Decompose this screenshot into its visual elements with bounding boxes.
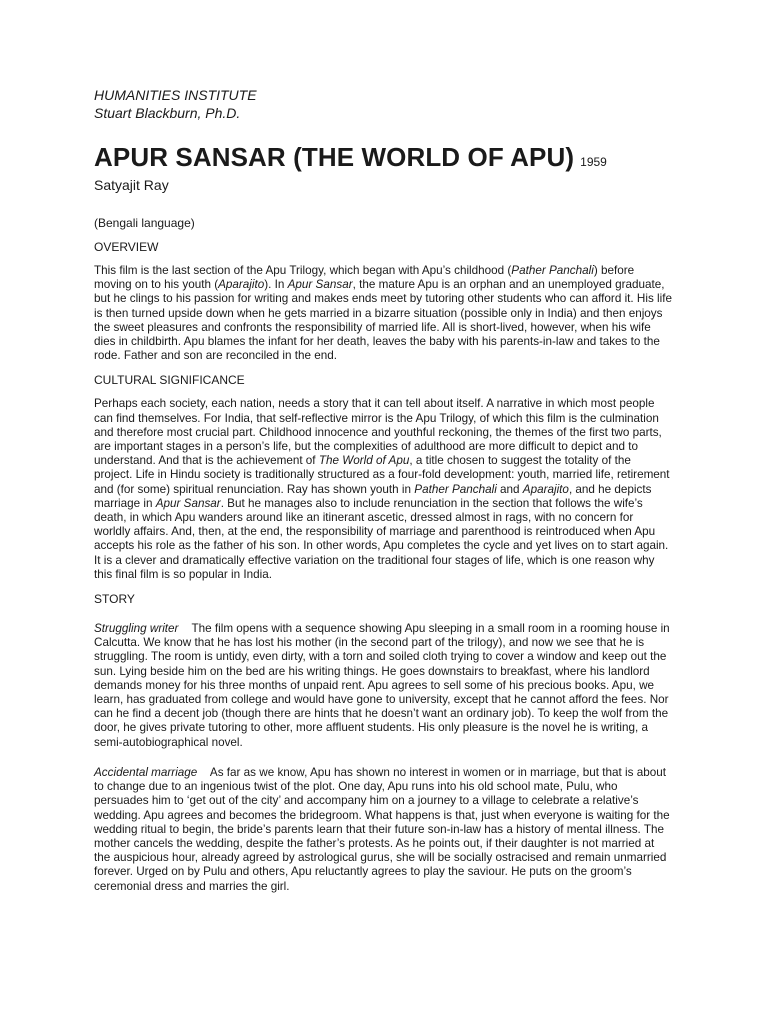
institute-name: HUMANITIES INSTITUTE	[94, 87, 257, 103]
paragraph-text: , the mature Apu is an orphan and an unemployed graduate, but he clings to his passion for writing and makes ends meet by tutoring other students who can afford it. His life is then turned upside down when he gets married in a bizarre situation (possible only in India) and then enjoys the sweet pleasures and confronts the responsibility of married life. All is short-lived, however, when his wife dies in childbirth. Apu blames the infant for her death, leaves the baby with his parents-in-law and takes to the rode. Father and son are reconciled in the end.	[94, 278, 672, 363]
italic-title-text: Apur Sansar	[155, 496, 221, 510]
author-name: Stuart Blackburn, Ph.D.	[94, 105, 241, 121]
paragraph-text: , and he depicts marriage in	[94, 482, 652, 510]
italic-title-text: Pather Panchali	[511, 264, 594, 277]
overview-paragraph	[94, 264, 672, 363]
film-year: 1959	[580, 155, 607, 169]
paragraph-text: , a title chosen to suggest the totality of the project. Life in Hindu society is traditionally structured as a four-fold development: youth, married life, retirement and (for some) spiritual renunciation. Ray has shown youth in	[94, 454, 670, 496]
director-name: Satyajit Ray	[94, 177, 169, 193]
document-page	[94, 86, 672, 904]
paragraph-text: ) before moving on to his youth (	[94, 264, 635, 292]
story-body: The film opens with a sequence showing Apu sleeping in a small room in a rooming house in Calcutta. We know that he has lost his mother (in the second part of the trilogy), and now we see that he is struggling. The room is untidy, even dirty, with a torn and soiled cloth trying to cover a window and keep out the sun. Lying beside him on the bed are his writing things. He goes downstairs to breakfast, where his landlord demands money for his three months of unpaid rent. Apu agrees to sell some of his precious books. Apu, we learn, has graduated from college and would have gone to university, except that he cannot afford the fees. Nor can he find a decent job (though there are hints that he doesn’t want an ordinary job). To keep the wolf from the door, he gives private tutoring to other, more affluent students. His only pleasure is the novel he is writing, a semi-autobiographical novel.	[94, 622, 670, 749]
story-subheading: Struggling writer	[94, 622, 179, 636]
italic-title-text: The World of Apu	[318, 454, 410, 468]
cultural-significance-paragraph	[94, 397, 672, 582]
italic-title-text: Pather Panchali	[414, 482, 497, 496]
cultural-significance-heading: CULTURAL SIGNIFICANCE	[94, 373, 245, 388]
story-paragraph-struggling-writer	[94, 622, 672, 750]
italic-title-text: Apur Sansar	[287, 278, 353, 292]
title-row	[94, 142, 672, 177]
story-body: As far as we know, Apu has shown no interest in women or in marriage, but that is about to change due to an ingenious twist of the plot. One day, Apu runs into his old school mate, Pulu, who persuades him to ‘get out of the city’ and accompany him on a journey to a village to celebrate a relative’s wedding. Apu agrees and becomes the bridegroom. What happens is that, just when everyone is waiting for the wedding ritual to begin, the bride’s parents learn that their future son-in-law has a history of mental illness. The mother cancels the wedding, despite the father’s protests. As he points out, if their daughter is not married at the auspicious hour, already agreed by astrological gurus, she will be socially ostracised and remain unmarried forever. Urged on by Pulu and others, Apu reluctantly agrees to play the saviour. He puts on the groom’s ceremonial dress and marries the girl.	[94, 765, 670, 893]
paragraph-text: and	[496, 482, 523, 496]
overview-heading: OVERVIEW	[94, 240, 159, 254]
story-heading: STORY	[94, 592, 135, 607]
italic-title-text: Aparajito	[522, 482, 569, 496]
story-paragraph-accidental-marriage	[94, 766, 672, 894]
page-title: APUR SANSAR (THE WORLD OF APU)	[94, 142, 575, 172]
paragraph-text: Perhaps each society, each nation, needs a story that it can tell about itself. A narrative in which most people can find themselves. For India, that self-reflective mirror is the Apu Trilogy, of which this film is the culmination and therefore most crucial part. Childhood innocence and youthful reckoning, the themes of the first two parts, are important stages in a person’s life, but the complexities of adulthood are more difficult to depict and to understand. And that is the achievement of	[94, 397, 662, 468]
paragraph-text: . But he manages also to include renunciation in the section that follows the wife’s death, in which Apu wanders around like an itinerant ascetic, dressed almost in rags, with no concern for worldly affairs. And, then, at the end, the responsibility of marriage and parenthood is reintroduced when Apu accepts his role as the father of his son. In other words, Apu completes the cycle and yet lives on to start again. It is a clever and dramatically effective variation on the traditional four stages of life, which is one reason why this final film is so popular in India.	[94, 496, 669, 581]
paragraph-text: This film is the last section of the Apu Trilogy, which began with Apu’s childhood (	[94, 264, 512, 277]
paragraph-text: ). In	[264, 278, 288, 292]
story-subheading: Accidental marriage	[94, 765, 198, 779]
language-note: (Bengali language)	[94, 216, 195, 230]
italic-title-text: Aparajito	[218, 278, 265, 292]
